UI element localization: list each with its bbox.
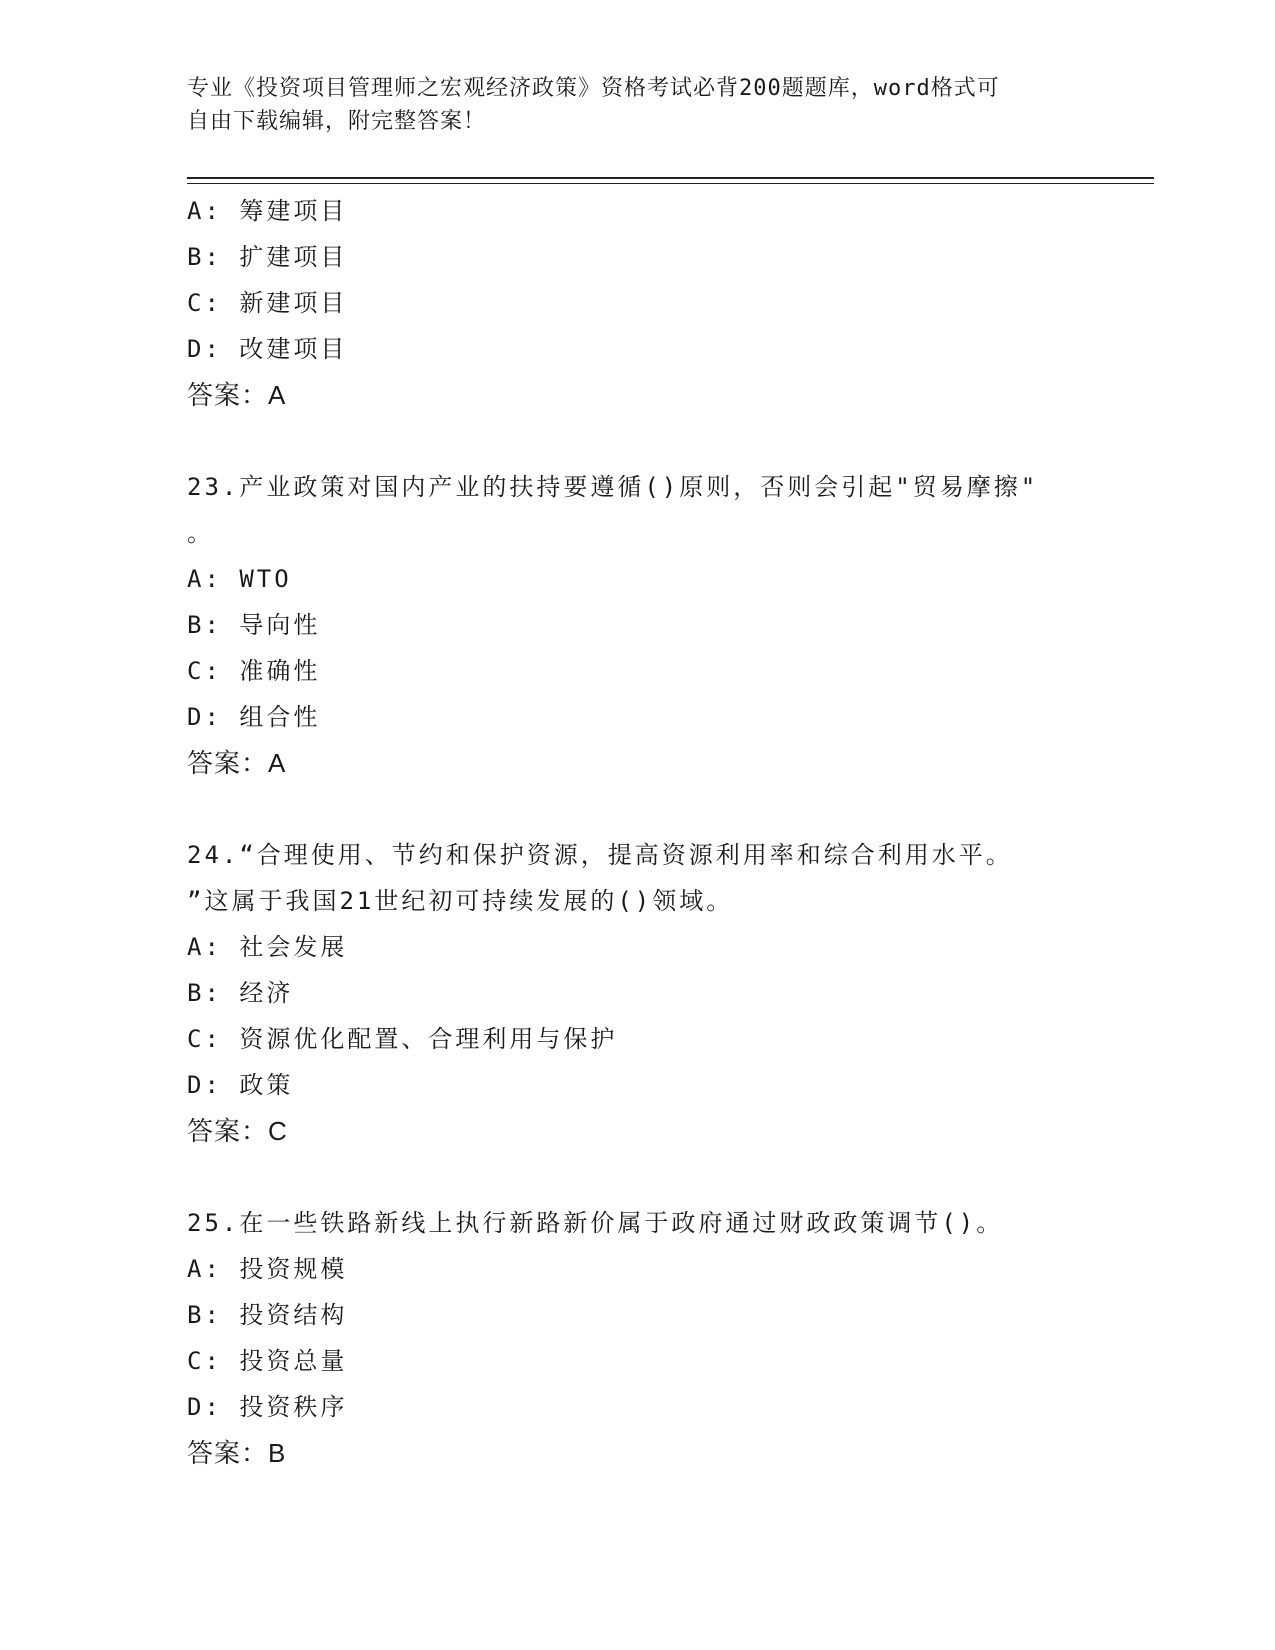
spacer (187, 1154, 1087, 1200)
option-a: A: 筹建项目 (187, 197, 348, 225)
option-b: B: 导向性 (187, 611, 321, 639)
option-c: C: 资源优化配置、合理利用与保护 (187, 1025, 618, 1053)
option-b: B: 投资结构 (187, 1301, 348, 1329)
document-header (187, 72, 1087, 138)
option-a: A: WTO (187, 565, 292, 593)
answer-line: 答案：B (187, 1438, 287, 1468)
header-rule-thin (187, 183, 1154, 184)
option-c: C: 新建项目 (187, 289, 348, 317)
question-24 (187, 832, 1087, 1154)
header-rule-thick (187, 177, 1154, 179)
answer-line: 答案：A (187, 380, 287, 410)
question-text: 24.“合理使用、节约和保护资源，提高资源利用率和综合利用水平。 (187, 841, 1013, 869)
question-text-continued: ”这属于我国21世纪初可持续发展的()领域。 (187, 887, 734, 915)
answer-line: 答案：A (187, 748, 287, 778)
option-a: A: 投资规模 (187, 1255, 348, 1283)
header-line-1: 专业《投资项目管理师之宏观经济政策》资格考试必背200题题库，word格式可 (187, 76, 1000, 101)
option-d: D: 政策 (187, 1071, 294, 1099)
spacer (187, 786, 1087, 832)
header-line-2: 自由下载编辑，附完整答案！ (187, 109, 487, 134)
option-d: D: 改建项目 (187, 335, 348, 363)
option-c: C: 准确性 (187, 657, 321, 685)
question-text: 25.在一些铁路新线上执行新路新价属于政府通过财政政策调节()。 (187, 1209, 1004, 1237)
option-d: D: 投资秩序 (187, 1393, 348, 1421)
option-c: C: 投资总量 (187, 1347, 348, 1375)
question-22 (187, 188, 1087, 418)
question-text: 23.产业政策对国内产业的扶持要遵循()原则，否则会引起"贸易摩擦" (187, 473, 1039, 501)
question-list (187, 188, 1087, 1476)
option-d: D: 组合性 (187, 703, 321, 731)
question-text-continued: 。 (187, 519, 214, 547)
spacer (187, 418, 1087, 464)
option-b: B: 经济 (187, 979, 294, 1007)
question-23 (187, 464, 1087, 786)
answer-line: 答案：C (187, 1116, 288, 1146)
question-25 (187, 1200, 1087, 1476)
option-b: B: 扩建项目 (187, 243, 348, 271)
option-a: A: 社会发展 (187, 933, 348, 961)
